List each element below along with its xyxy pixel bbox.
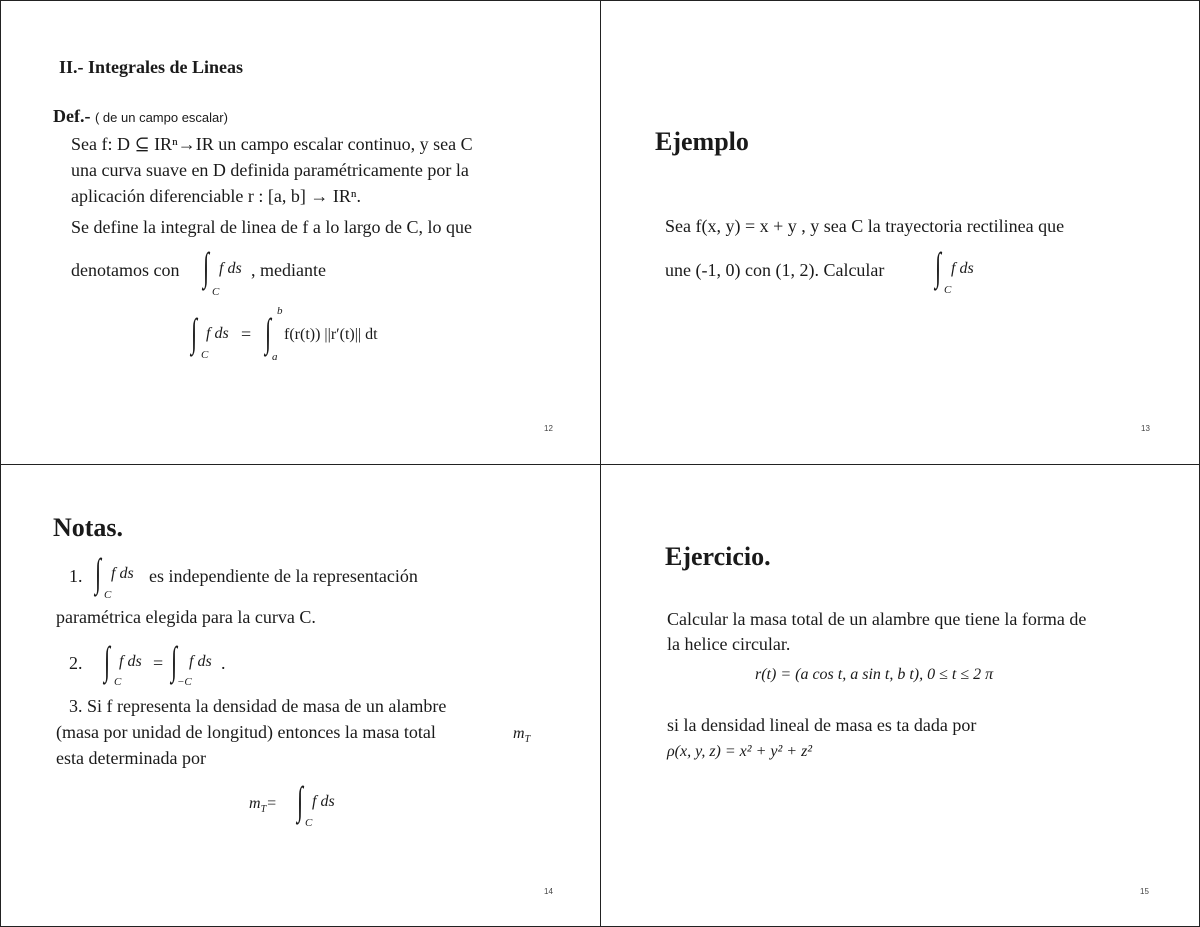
- exercise-line-3: si la densidad lineal de masa es ta dada por: [667, 715, 977, 735]
- inline-integrand: f ds: [219, 260, 242, 277]
- formula-lhs: f ds: [206, 325, 229, 342]
- example-integral-sub: C: [944, 284, 952, 296]
- def-line-1: Sea f: D ⊆ IRⁿ→IR un campo escalar continuo, y sea C: [71, 134, 473, 154]
- note-3-line-1: 3. Si f representa la densidad de masa de un alambre: [69, 696, 447, 716]
- def-subtitle: ( de un campo escalar): [94, 110, 228, 125]
- note-1-text: es independiente de la representación: [149, 566, 418, 586]
- integral-sign-icon: ∫: [935, 244, 942, 289]
- note-3-line-3: esta determinada por: [56, 748, 206, 768]
- density-formula: ρ(x, y, z) = x² + y² + z²: [667, 743, 813, 760]
- slide-14: [0, 464, 601, 927]
- mass-integrand: f ds: [312, 793, 335, 810]
- slide-15: [600, 464, 1200, 927]
- def-line-5a: denotamos con: [71, 260, 180, 280]
- lower-limit: a: [272, 351, 278, 363]
- def-line-3: aplicación diferenciable r : [a, b] → IRⁿ.: [71, 186, 362, 206]
- def-line-2: una curva suave en D definida paramétricamente por la: [71, 160, 469, 180]
- mass-formula-lhs: $m_T=$: [249, 795, 277, 816]
- integral-sign-icon: ∫: [104, 638, 111, 683]
- note-1-number: 1.: [69, 566, 83, 586]
- note-2-end: .: [221, 653, 226, 673]
- formula-rhs: f(r(t)) ||r′(t)|| dt: [284, 326, 378, 343]
- note-1-line-2: paramétrica elegida para la curva C.: [56, 607, 316, 627]
- note-1-sub: C: [104, 589, 112, 601]
- page-number: 14: [544, 887, 553, 896]
- example-line-1: Sea f(x, y) = x + y , y sea C la trayectoria rectilinea que: [665, 216, 1065, 236]
- note-2-eq: =: [153, 653, 164, 673]
- integral-sign-icon: ∫: [171, 638, 178, 683]
- integral-sign-icon: ∫: [297, 778, 304, 823]
- integral-sign-icon: ∫: [203, 244, 210, 289]
- page-number: 12: [544, 424, 553, 433]
- exercise-line-2: la helice circular.: [667, 634, 791, 654]
- def-label: Def.-: [53, 106, 91, 126]
- integral-sign-icon: ∫: [191, 310, 198, 355]
- slide-title: Ejemplo: [655, 127, 749, 156]
- upper-limit: b: [277, 305, 283, 317]
- exercise-line-1: Calcular la masa total de un alambre que tiene la forma de: [667, 609, 1087, 629]
- note-2-number: 2.: [69, 653, 83, 673]
- page-number: 13: [1141, 424, 1150, 433]
- example-line-2: une (-1, 0) con (1, 2). Calcular: [665, 260, 885, 280]
- formula-lhs-sub: C: [201, 349, 209, 361]
- integral-sign-icon: ∫: [265, 310, 272, 355]
- note-1-integrand: f ds: [111, 565, 134, 582]
- def-line-5b: , mediante: [251, 260, 326, 280]
- note-3-line-2: (masa por unidad de longitud) entonces la masa total: [56, 722, 436, 742]
- helix-parametrization: r(t) = (a cos t, a sin t, b t), 0 ≤ t ≤ 2 π: [755, 666, 994, 683]
- inline-integral-sub: C: [212, 286, 220, 298]
- slide-12: [0, 0, 601, 465]
- note-2-integrand-right: f ds: [189, 653, 212, 670]
- slide-title: Notas.: [53, 513, 124, 542]
- example-integrand: f ds: [951, 260, 974, 277]
- slide-13: [600, 0, 1200, 465]
- page-number: 15: [1140, 887, 1149, 896]
- slide-title: II.- Integrales de Lineas: [59, 57, 243, 77]
- integral-sign-icon: ∫: [95, 550, 102, 595]
- formula-eq: =: [241, 324, 252, 344]
- definition-heading: [53, 105, 228, 129]
- slide-title: Ejercicio.: [665, 542, 771, 571]
- mass-symbol-inline: $m_T$: [513, 725, 531, 746]
- note-2-sub-right: −C: [177, 676, 192, 688]
- note-2-integrand-left: f ds: [119, 653, 142, 670]
- mass-integral-sub: C: [305, 817, 313, 829]
- note-2-sub-left: C: [114, 676, 122, 688]
- def-line-4: Se define la integral de linea de f a lo largo de C, lo que: [71, 217, 473, 237]
